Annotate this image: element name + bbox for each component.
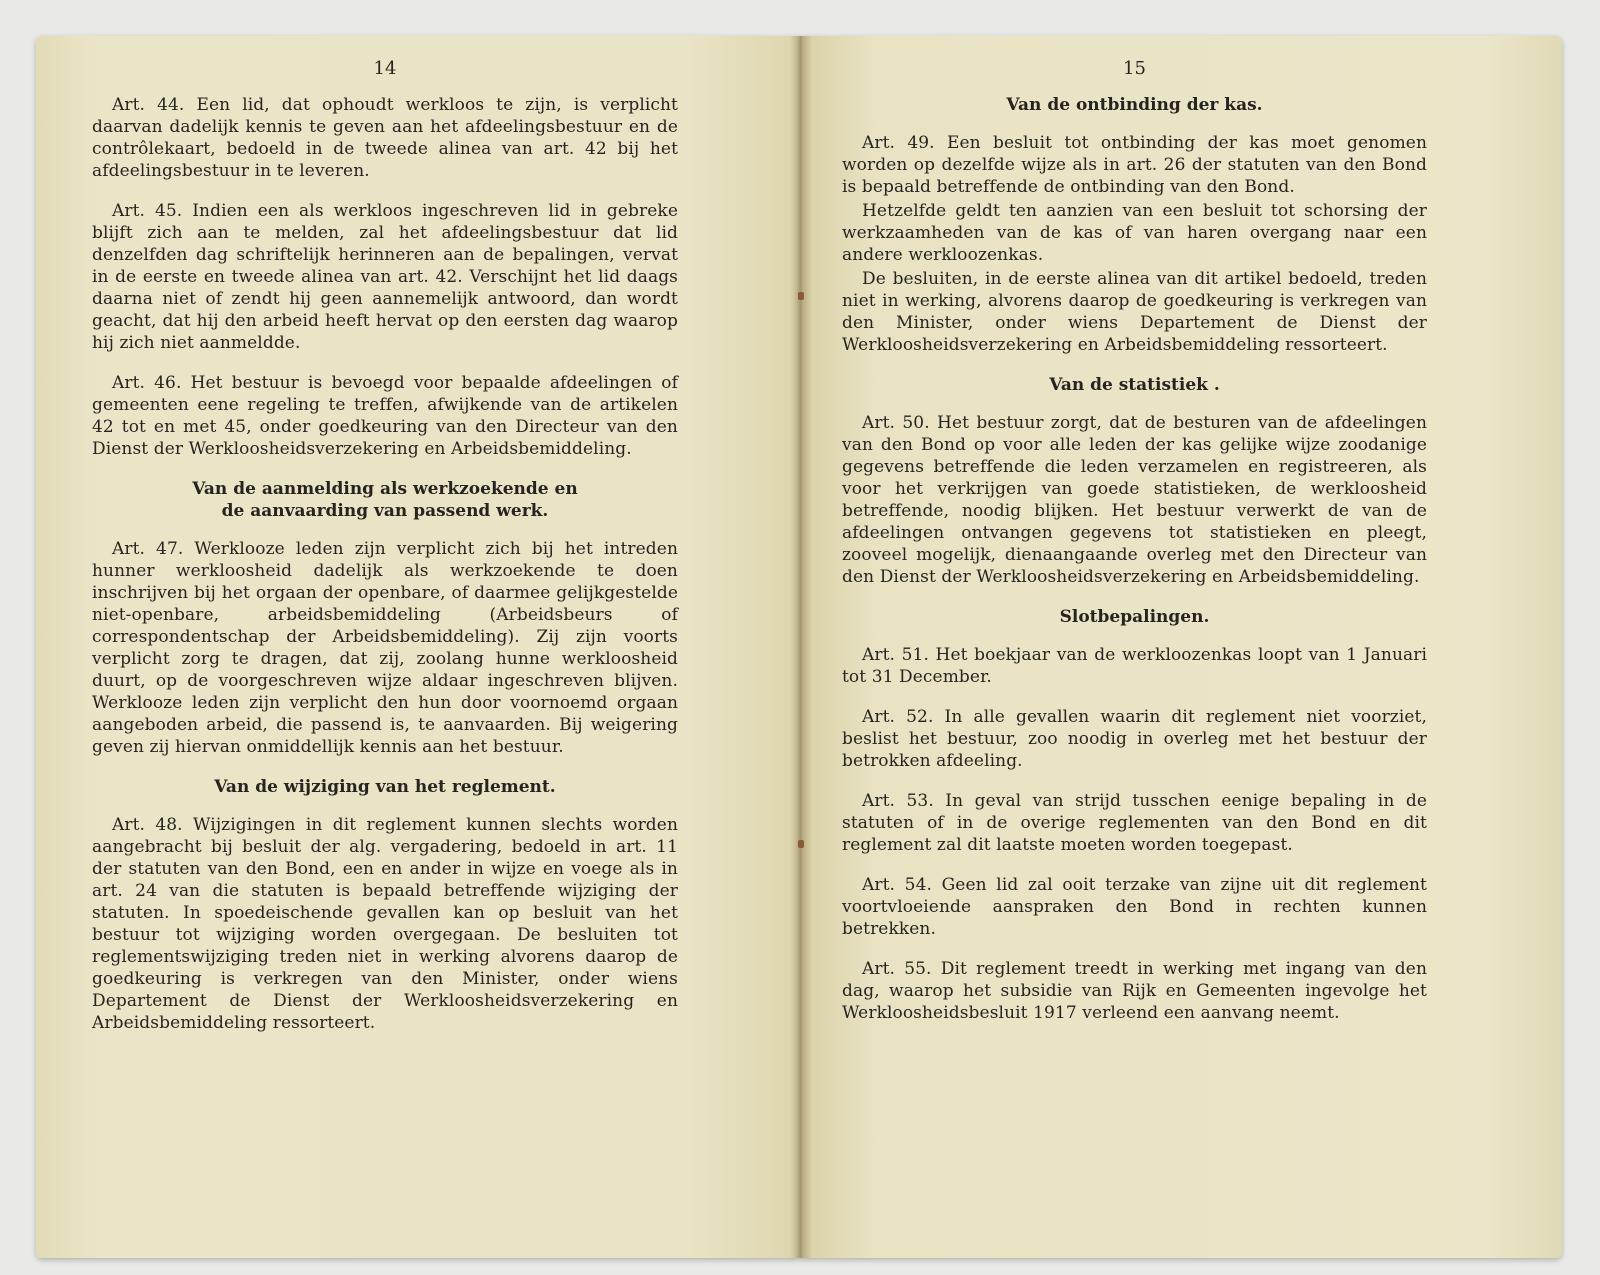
staple-bottom bbox=[798, 840, 804, 848]
article-44: Art. 44. Een lid, dat ophoudt werkloos te zijn, is verplicht daarvan dadelijk kennis te geven aan het afdeelingsbestuur en de contrôlekaart, bedoeld in de tweede alinea van art. 42 bij het afdeelingsbestuur in te leveren. bbox=[92, 95, 678, 181]
right-page-text bbox=[842, 58, 1427, 1042]
section-heading-aanmelding bbox=[92, 478, 678, 522]
section-heading-ontbinding: Van de ontbinding der kas. bbox=[1006, 95, 1263, 115]
article-50: Art. 50. Het bestuur zorgt, dat de besturen van de afdeelingen van den Bond op voor alle leden der kas gelijke wijze zoodanige gegevens betreffende die leden verzamelen en registreeren, als voor het verkrijgen van goede statistieken, de werkloosheid betreffende, noodig blijken. Het bestuur verwerkt de van de afdeelingen ontvangen gegevens tot statistieken en pleegt, zooveel mogelijk, dienaangaande overleg met den Directeur van den Dienst der Werkloosheidsverzekering en Arbeidsbemiddeling. bbox=[842, 413, 1427, 587]
article-45: Art. 45. Indien een als werkloos ingeschreven lid in gebreke blijft zich aan te melden, zal het afdeelingsbestuur dat lid denzelfden dag schriftelijk herinneren aan de bepalingen, vervat in de eerste en tweede alinea van art. 42. Verschijnt het lid daags daarna niet of zendt hij geen aannemelijk antwoord, dan wordt geacht, dat hij den arbeid heeft hervat op den eersten dag waarop hij zich niet aanmeldde. bbox=[92, 201, 678, 353]
section-heading-wijziging: Van de wijziging van het reglement. bbox=[214, 777, 556, 797]
article-54: Art. 54. Geen lid zal ooit terzake van zijne uit dit reglement voortvloeiende aanspraken den Bond in rechten kunnen betrekken. bbox=[842, 875, 1427, 939]
article-48: Art. 48. Wijzigingen in dit reglement kunnen slechts worden aangebracht bij besluit der alg. vergadering, bedoeld in art. 11 der statuten van den Bond, een en ander in wijze en voege als in art. 24 van die statuten is bepaald betreffende wijziging der statuten. In spoedeischende gevallen kan op besluit van het bestuur tot wijziging worden overgegaan. De besluiten tot reglementswijziging treden niet in werking alvorens daarop de goedkeuring is verkregen van den Minister, onder wiens Departement de Dienst der Werkloosheidsverzekering en Arbeidsbemiddeling ressorteert. bbox=[92, 815, 678, 1033]
article-52: Art. 52. In alle gevallen waarin dit reglement niet voorziet, beslist het bestuur, zoo noodig in overleg met het bestuur der betrokken afdeeling. bbox=[842, 707, 1427, 771]
article-53: Art. 53. In geval van strijd tusschen eenige bepaling in de statuten of in de overige reglementen van den Bond en dit reglement zal dit laatste moeten worden toegepast. bbox=[842, 791, 1427, 855]
page-number-right: 15 bbox=[1123, 58, 1146, 79]
booklet-gutter bbox=[790, 36, 812, 1258]
article-49: Art. 49. Een besluit tot ontbinding der kas moet genomen worden op dezelfde wijze als in art. 26 der statuten van den Bond is bepaald betreffende de ontbinding van den Bond. bbox=[842, 133, 1427, 197]
article-55: Art. 55. Dit reglement treedt in werking met ingang van den dag, waarop het subsidie van Rijk en Gemeenten ingevolge het Werkloosheidsbesluit 1917 verleend een aanvang neemt. bbox=[842, 959, 1427, 1023]
article-51: Art. 51. Het boekjaar van de werkloozenkas loopt van 1 Januari tot 31 December. bbox=[842, 645, 1427, 687]
article-46: Art. 46. Het bestuur is bevoegd voor bepaalde afdeelingen of gemeenten eene regeling te treffen, afwijkende van de artikelen 42 tot en met 45, onder goedkeuring van den Directeur van den Dienst der Werkloosheidsverzekering en Arbeidsbemiddeling. bbox=[92, 373, 678, 459]
staple-top bbox=[798, 292, 804, 300]
heading-line-2: de aanvaarding van passend werk. bbox=[221, 501, 549, 521]
article-49-paragraph-2: Hetzelfde geldt ten aanzien van een besluit tot schorsing der werkzaamheden van de kas of van haren overgang naar een andere werkloozenkas. bbox=[842, 201, 1427, 265]
section-heading-statistiek: Van de statistiek . bbox=[1049, 375, 1220, 395]
page-number-left: 14 bbox=[373, 58, 397, 79]
article-49-paragraph-3: De besluiten, in de eerste alinea van dit artikel bedoeld, treden niet in werking, alvorens daarop de goedkeuring is verkregen van den Minister, onder wiens Departement de Dienst der Werkloosheidsverzekering en Arbeidsbemiddeling ressorteert. bbox=[842, 269, 1427, 355]
section-heading-slotbepalingen: Slotbepalingen. bbox=[1059, 607, 1210, 627]
heading-line-1: Van de aanmelding als werkzoekende en bbox=[192, 479, 578, 499]
left-page-text bbox=[92, 58, 678, 1052]
article-47: Art. 47. Werklooze leden zijn verplicht zich bij het intreden hunner werkloosheid dadelijk als werkzoekende te doen inschrijven bij het orgaan der openbare, of daarmee gelijkgestelde niet-openbare, arbeidsbemiddeling (Arbeidsbeurs of correspondentschap der Arbeidsbemiddeling). Zij zijn voorts verplicht zorg te dragen, dat zij, zoolang hunne werkloosheid duurt, op de voorgeschreven wijze aldaar ingeschreven blijven. Werklooze leden zijn verplicht den hun door voornoemd orgaan aangeboden arbeid, die passend is, te aanvaarden. Bij weigering geven zij hiervan onmiddellijk kennis aan het bestuur. bbox=[92, 539, 678, 757]
